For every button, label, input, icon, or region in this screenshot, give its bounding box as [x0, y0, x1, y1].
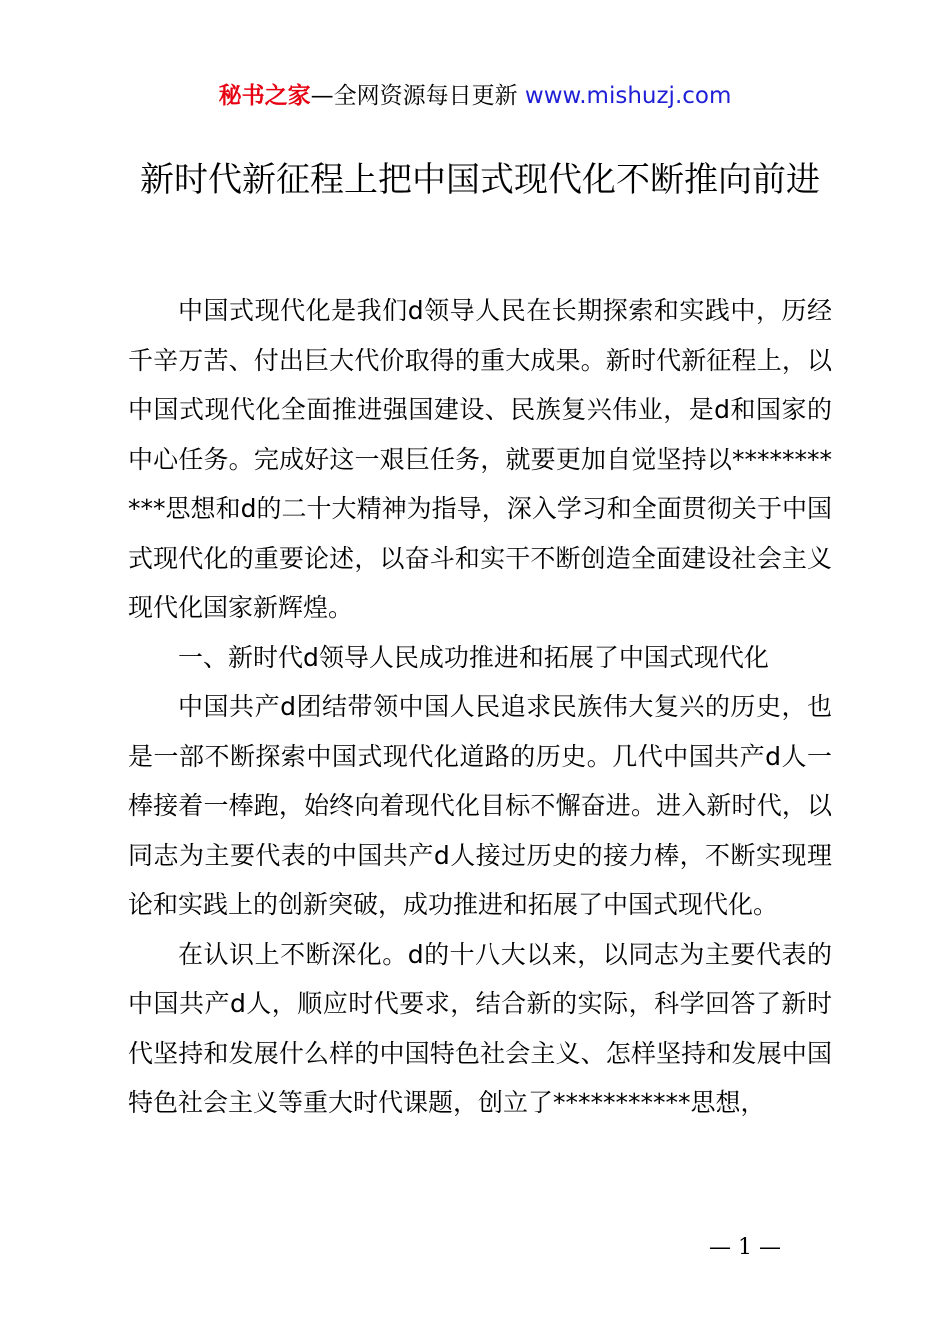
section-heading: 一、新时代d领导人民成功推进和拓展了中国式现代化: [178, 642, 769, 672]
site-header: [0, 80, 950, 112]
site-slogan: —全网资源每日更新: [310, 83, 518, 109]
brand-name: 秘书之家: [218, 83, 311, 109]
document-body: [128, 286, 832, 1128]
paragraph-history: 中国共产d团结带领中国人民追求民族伟大复兴的历史，也是一部不断探索中国式现代化道路的历史。几代中国共产d人一棒接着一棒跑，始终向着现代化目标不懈奋进。进入新时代，以同志为主要代表的中国共产d人接过历史的接力棒，不断实现理论和实践上的创新突破，成功推进和拓展了中国式现代化。: [128, 692, 832, 919]
paragraph-understanding: 在认识上不断深化。d的十八大以来，以同志为主要代表的中国共产d人，顺应时代要求，结合新的实际，科学回答了新时代坚持和发展什么样的中国特色社会主义、怎样坚持和发展中国特色社会主义等重大时代课题，创立了***********思想，: [128, 939, 832, 1117]
paragraph-intro: 中国式现代化是我们d领导人民在长期探索和实践中，历经千辛万苦、付出巨大代价取得的重大成果。新时代新征程上，以中国式现代化全面推进强国建设、民族复兴伟业，是d和国家的中心任务。完成好这一艰巨任务，就要更加自觉坚持以***********思想和d的二十大精神为指导，深入学习和全面贯彻关于中国式现代化的重要论述，以奋斗和实干不断创造全面建设社会主义现代化国家新辉煌。: [128, 296, 832, 622]
page-number: — 1 —: [709, 1235, 781, 1260]
site-url-link[interactable]: www.mishuzj.com: [524, 83, 732, 109]
document-title: 新时代新征程上把中国式现代化不断推向前进: [140, 160, 820, 200]
